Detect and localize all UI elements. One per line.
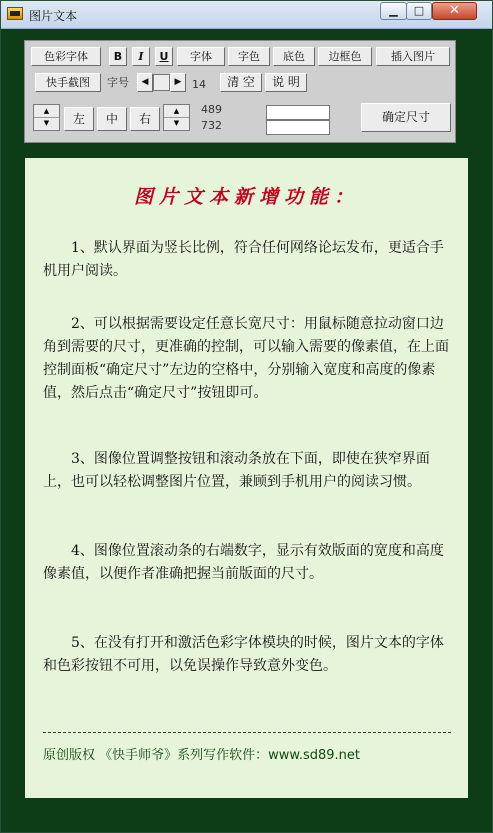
align-left-button[interactable]: 左: [64, 107, 94, 131]
title-bar[interactable]: [1, 1, 492, 29]
content-heading: 图片文本新增功能：: [133, 186, 359, 208]
border-color-button[interactable]: 边框色: [318, 47, 372, 66]
maximize-button[interactable]: [406, 2, 432, 20]
control-panel: [24, 40, 456, 143]
height-input[interactable]: [266, 120, 330, 135]
width-input[interactable]: [266, 105, 330, 120]
bold-button[interactable]: B: [109, 47, 127, 66]
window-title: 图片文本: [29, 9, 78, 23]
confirm-size-button[interactable]: 确定尺寸: [361, 103, 451, 132]
font-size-decrease-button[interactable]: [137, 73, 153, 92]
clear-button[interactable]: 清 空: [220, 73, 262, 92]
position-vertical-spinner[interactable]: [33, 104, 60, 131]
arrow-up-icon[interactable]: ▲: [34, 105, 59, 118]
italic-button[interactable]: I: [132, 47, 150, 66]
underline-button[interactable]: U: [155, 47, 173, 66]
font-size-increase-button[interactable]: [170, 73, 186, 92]
font-color-button[interactable]: 字色: [228, 47, 270, 66]
align-right-button[interactable]: 右: [130, 107, 160, 131]
app-icon: [7, 7, 23, 20]
font-button[interactable]: 字体: [177, 47, 225, 66]
arrow-down-icon[interactable]: ▼: [173, 119, 180, 127]
maximize-icon: □: [413, 4, 425, 17]
paragraph-1: 1、默认界面为竖长比例，符合任何网络论坛发布，更适合手机用户阅读。: [43, 240, 444, 279]
arrow-left-icon: ◀: [141, 77, 149, 87]
copyright-footer: 原创版权 《快手师爷》系列写作软件：www.sd89.net: [43, 748, 361, 763]
minimize-button[interactable]: [380, 2, 407, 20]
close-icon: ✕: [449, 3, 460, 18]
insert-image-button[interactable]: 插入图片: [376, 47, 450, 66]
paragraph-4: 4、图像位置滚动条的右端数字，显示有效版面的宽度和高度像素值，以便作者准确把握当前版面的尺寸。: [43, 543, 444, 582]
position-horizontal-spinner[interactable]: [163, 104, 190, 131]
paragraph-3: 3、图像位置调整按钮和滚动条放在下面，即使在狭窄界面上，也可以轻松调整图片位置，兼顾到手机用户的阅读习惯。: [43, 451, 430, 490]
font-size-value: 14: [192, 78, 206, 91]
color-font-button[interactable]: 色彩字体: [31, 47, 101, 66]
quick-screenshot-button[interactable]: 快手截图: [35, 73, 101, 92]
minimize-icon: ▁: [389, 4, 398, 17]
close-button[interactable]: [432, 2, 477, 20]
font-size-label: 字号: [107, 76, 129, 89]
bg-color-button[interactable]: 底色: [273, 47, 315, 66]
arrow-right-icon: ▶: [174, 77, 182, 87]
text-canvas[interactable]: [25, 158, 468, 798]
help-button[interactable]: 说 明: [265, 73, 307, 92]
divider: [43, 732, 451, 733]
width-readout: 489: [201, 103, 222, 116]
paragraph-2: 2、可以根据需要设定任意长宽尺寸：用鼠标随意拉动窗口边角到需要的尺寸，更准确的控制，可以输入需要的像素值，在上面控制面板“确定尺寸”左边的空格中，分别输入宽度和高度的像素值，然后点击“确定尺寸”按钮即可。: [43, 316, 449, 401]
arrow-up-icon[interactable]: ▲: [164, 105, 189, 118]
height-readout: 732: [201, 119, 222, 132]
align-center-button[interactable]: 中: [97, 107, 127, 131]
font-size-track[interactable]: [153, 74, 170, 91]
arrow-down-icon[interactable]: ▼: [43, 119, 50, 127]
paragraph-5: 5、在没有打开和激活色彩字体模块的时候，图片文本的字体和色彩按钮不可用，以免误操作导致意外变色。: [43, 635, 444, 674]
